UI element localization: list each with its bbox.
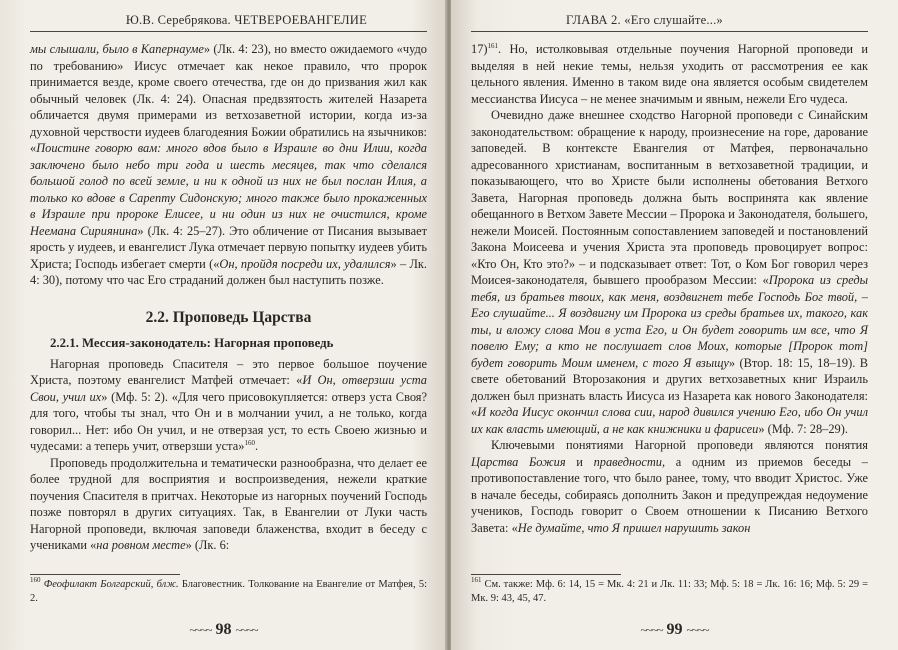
footnote-marker: 161 — [471, 576, 482, 584]
italic-text-run: Поистине говорю вам: много вдов было в Израиле во дни Илии, когда заключено было небо три года и шесть месяцев, так что сделался большой голод по всей земле, и ни к одной из них не был послан Илия, а только ко вдове в Сарепту Сидонскую; много также было прокаженных в Израиле при пророке Елисее, и ни один из них не очистился, кроме Неемана Сириянина — [30, 141, 427, 238]
text-run: » (Лк. 4: 25–27). Это обличение от Писания вызывает ярость у иудеев, и евангелист Лука отмечает первую попытку иудеев убить Христа; Господь избегает смерти (« — [30, 223, 427, 271]
text-run: » – Лк. 4: 30), потому что час Его страданий должен был наступить позже. — [30, 256, 428, 287]
text-run: . Но, истолковывая отдельные поучения Нагорной проповеди и выделяя в ней некие темы, нельзя уходить от рассмотрения ее как цельного явления. Именно в таком виде она является особым свидетелем мессианства Иисуса – не менее значимым и явным, нежели Его чудеса. — [471, 42, 868, 106]
italic-text-run: Не думайте, что Я пришел нарушить закон — [517, 520, 751, 535]
text-run: » (Мф. 5: 2). «Для чего присовокупляется: отверз уста Своя? для того, чтобы ты знал, что Он и в молчании учил, а не только, когда говорил... Нет: ибо Он учил, и не отверзая уст, то есть Своею жизнью и чудесами: а теперь учит, отверзши уста» — [30, 389, 427, 453]
footnote-160 — [30, 575, 427, 605]
left-paragraph-3 — [30, 455, 427, 554]
italic-text-run: мы слышали, было в Капернауме — [30, 42, 204, 56]
italic-text-run: Он, пройдя посреди их, удалился — [219, 256, 391, 271]
right-footnotes — [471, 574, 868, 605]
right-page — [451, 0, 898, 650]
page-number-left — [0, 621, 447, 639]
text-run: » (Лк. 4: 23), но вместо ожидаемого «чудо по требованию» Иисус отмечает как некое правило, что пророк принимается везде, кроме своего отечества, где он до призвания жил как обычный человек (Лк. 4: 24). Опасная предвзятость жителей Назарета обличается двумя примерами из ветхозаветной истории, когда из-за духовной черствости иудеев благодеяния Божии обратились на язычников: « — [30, 42, 427, 155]
page-number-right — [451, 621, 898, 639]
right-paragraph-3 — [471, 437, 868, 536]
italic-text-run: праведности — [593, 454, 663, 469]
text-run: Ключевыми понятиями Нагорной проповеди являются понятия — [491, 438, 868, 452]
text-run: 17) — [471, 42, 488, 56]
footnote-marker: 160 — [30, 576, 41, 584]
running-head-left: Ю.В. Серебрякова. ЧЕТВЕРОЕВАНГЕЛИЕ — [30, 13, 427, 32]
text-run: Очевидно даже внешнее сходство Нагорной проповеди с Синайским законодательством: обращение к народу, произнесение на горе, дарование заповедей. В контексте Евангелия от Матфея, первоначально адресованного христианам, воспитанным в ветхозаветной традиции, и показывающего, что во Христе были исполнены обетования Ветхого Завета, Нагорная проповедь должна быть воспринята как явление обещанного в Ветхом Завете Мессии – Пророка и Законодателя, большего, нежели Моисей. Постоянным сопоставлением заповедей и постановлений Закона Моисеева и учения Христа эта проповедь провоцирует вопрос: «Кто Он, Кто это?» – и подсказывает ответ: Тот, о Ком Бог говорил через Моисея-законодателя, бывшего прообразом Мессии: « — [471, 108, 868, 287]
page-number-value: 99 — [666, 621, 683, 638]
italic-text-run: И когда Иисус окончил слова сии, народ дивился учению Его, ибо Он учил их как власть имеющий, а не как книжники и фарисеи — [471, 405, 868, 436]
footnote-marker: 161 — [487, 42, 499, 50]
folio-ornament-right: ~~~~ — [235, 623, 258, 637]
right-paragraph-1 — [471, 41, 868, 107]
folio-ornament-left: ~~~~ — [640, 623, 663, 637]
left-footnotes — [30, 574, 427, 605]
left-paragraph-1 — [30, 41, 427, 289]
italic-text-run: на ровном месте — [96, 538, 186, 552]
text-run: . — [254, 439, 259, 453]
subsection-title: 2.2.1. Мессия-законодатель: Нагорная проповедь — [50, 335, 334, 350]
text-run: См. также: Мф. 6: 14, 15 = Мк. 4: 21 и Лк. 11: 33; Мф. 5: 18 = Лк. 16: 16; Мф. 5: 29 = Мк. 9: 43, 45, 47. — [471, 579, 868, 604]
text-run: » (Втор. 18: 15, 18–19). В свете обетований Второзакония и других ветхозаветных книг Израиль должен был признать власть Иисуса из Назарета как нового Законодателя: « — [471, 355, 868, 419]
right-paragraph-2 — [471, 107, 868, 437]
text-run: Нагорная проповедь Спасителя – это первое большое поучение Христа, поэтому евангелист Матфей отмечает: « — [30, 356, 427, 387]
folio-ornament-left: ~~~~ — [189, 623, 212, 637]
text-run: Благовестник. Толкование на Евангелие от Матфея, 5: 2. — [30, 579, 428, 604]
left-page — [0, 0, 447, 650]
folio-ornament-right: ~~~~ — [686, 623, 709, 637]
left-page-body — [30, 41, 427, 554]
italic-text-run: Феофилакт Болгарский, блж. — [43, 579, 179, 590]
text-run: Проповедь продолжительна и тематически разнообразна, что делает ее более трудной для восприятия и воспроизведения, нежели краткие поучения Спасителя в притчах. Некоторые из нагорных поучений Господь позже повторял в других ситуациях. Так, в Евангелии от Луки часть Нагорной проповеди, включая заповеди блаженства, входит в беседу с учениками « — [30, 455, 427, 552]
italic-text-run: И Он, отверзши уста Свои, учил их — [30, 373, 428, 404]
left-paragraph-2 — [30, 356, 427, 455]
italic-text-run: Пророка из среды тебя, из братьев твоих, как меня, воздвигнет тебе Господь Бог твой, – Его слушайте... Я воздвигну им Пророка из среды братьев их, такого, как ты, и вложу слова Мои в уста Его, и Он будет говорить им все, что Я повелю Ему; а кто не послушает слов Моих, которые [Пророк тот] будет говорить Моим именем, с того Я взыщу — [471, 273, 868, 370]
footnote-161 — [471, 575, 868, 605]
page-number-value: 98 — [215, 621, 232, 638]
section-title: 2.2. Проповедь Царства — [145, 308, 312, 326]
text-run: и — [565, 454, 594, 469]
running-head-right: ГЛАВА 2. «Его слушайте...» — [471, 13, 868, 32]
text-run: » (Лк. 6: — [185, 538, 230, 552]
right-page-body — [471, 41, 868, 536]
footnote-marker: 160 — [244, 439, 255, 447]
italic-text-run: Царства Божия — [471, 454, 566, 469]
text-run: » (Мф. 7: 28–29). — [758, 421, 848, 436]
text-run: , а одним из приемов беседы – противопоставление того, что было ранее, тому, что вводит Христос. Уже в начале беседы, собираясь дополнить Закон и предупреждая недоумение учеников, Господь говорит о Своем отношении к Писанию Ветхого Завета: « — [471, 454, 868, 535]
